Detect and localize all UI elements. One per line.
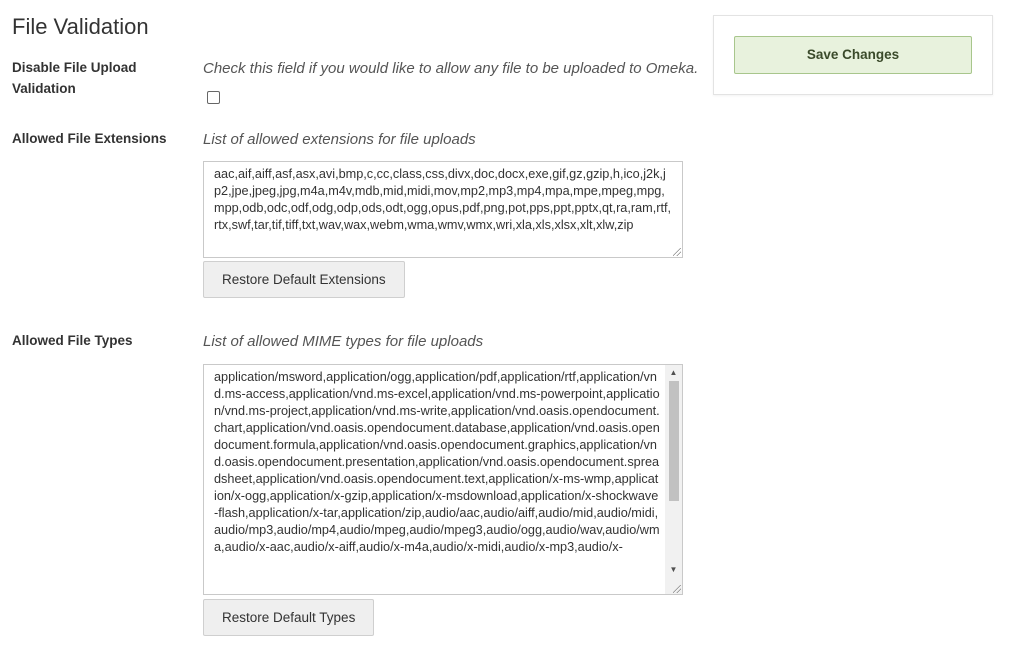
disable-validation-description: Check this field if you would like to allow any file to be uploaded to Omeka.	[203, 60, 699, 77]
types-scrollbar[interactable]	[665, 365, 682, 594]
extensions-value: aac,aif,aiff,asf,asx,avi,bmp,c,cc,class,css,divx,doc,docx,exe,gif,gz,gzip,h,ico,j2k,jp2,jpe,jpeg,jpg,m4a,m4v,mdb,mid,midi,mov,mp2,mp3,mp4,mpa,mpe,mpeg,mpg,mpp,odb,odc,odf,odg,odp,ods,odt,ogg,opus,pdf,png,pot,pps,ppt,pptx,qt,ra,ram,rtf,rtx,swf,tar,tif,tiff,txt,wav,wax,webm,wma,wmv,wmx,wri,xla,xls,xlsx,xlt,xlw,zip	[214, 167, 672, 232]
restore-types-button[interactable]: Restore Default Types	[203, 599, 374, 636]
extensions-textarea[interactable]	[203, 161, 683, 258]
scroll-up-icon[interactable]: ▲	[669, 368, 678, 377]
page-title: File Validation	[12, 14, 149, 39]
disable-validation-label: Disable File Upload Validation	[12, 60, 137, 96]
extensions-label: Allowed File Extensions	[12, 131, 167, 146]
resize-handle-icon[interactable]	[673, 585, 681, 593]
types-textarea[interactable]	[203, 364, 683, 595]
resize-handle-icon[interactable]	[673, 248, 681, 256]
types-description: List of allowed MIME types for file uploads	[203, 333, 484, 350]
types-label: Allowed File Types	[12, 333, 133, 348]
restore-extensions-button[interactable]: Restore Default Extensions	[203, 261, 405, 298]
save-changes-button[interactable]: Save Changes	[734, 36, 972, 74]
types-value: application/msword,application/ogg,application/pdf,application/rtf,application/vnd.ms-access,application/vnd.ms-excel,application/vnd.ms-powerpoint,application/vnd.ms-project,application/vnd.ms-write,application/vnd.oasis.opendocument.chart,application/vnd.oasis.opendocument.database,application/vnd.oasis.opendocument.formula,application/vnd.oasis.opendocument.graphics,application/vnd.oasis.opendocument.presentation,application/vnd.oasis.opendocument.spreadsheet,application/vnd.oasis.opendocument.text,application/x-ms-wmp,application/x-ogg,application/x-gzip,application/x-msdownload,application/x-shockwave-flash,application/x-tar,application/zip,audio/aac,audio/aiff,audio/mid,audio/midi,audio/mp3,audio/mp4,audio/mpeg,audio/mpeg3,audio/ogg,audio/wav,audio/wma,audio/x-aac,audio/x-aiff,audio/x-m4a,audio/x-midi,audio/x-mp3,audio/x-	[214, 370, 660, 554]
save-panel	[713, 15, 993, 95]
disable-validation-checkbox[interactable]	[207, 91, 220, 104]
scroll-thumb[interactable]	[669, 381, 679, 501]
scroll-down-icon[interactable]: ▼	[669, 565, 678, 574]
extensions-description: List of allowed extensions for file uploads	[203, 131, 476, 148]
